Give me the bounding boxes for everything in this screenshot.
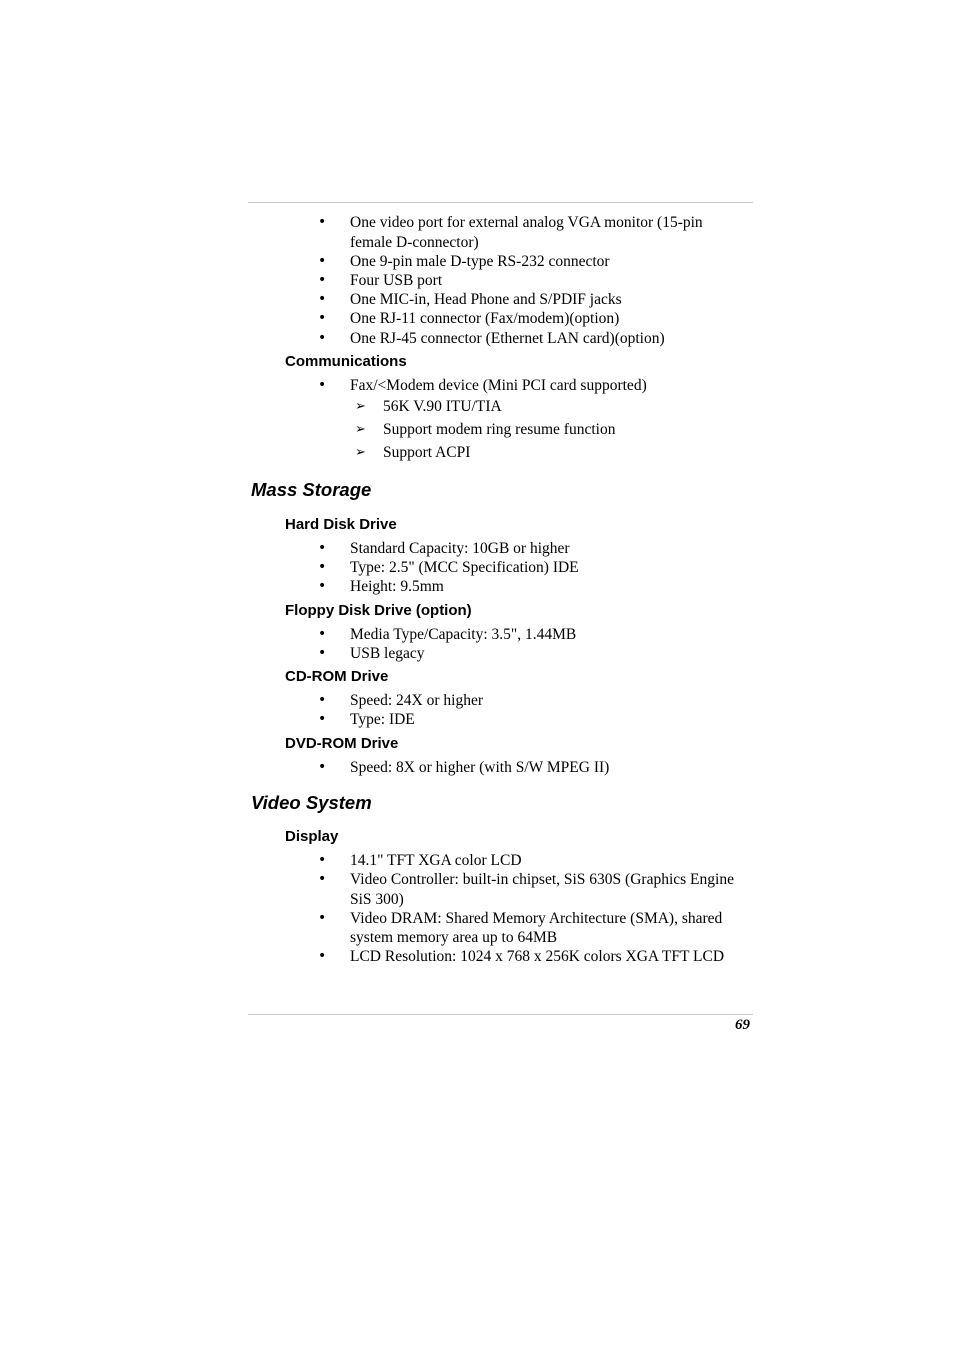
display-heading: Display: [285, 828, 339, 845]
bullet-icon: •: [318, 330, 327, 346]
bullet-icon: •: [318, 948, 327, 964]
list-item: USB legacy: [350, 645, 425, 662]
list-item: One 9-pin male D-type RS-232 connector: [350, 253, 610, 270]
cdrom-heading: CD-ROM Drive: [285, 668, 389, 685]
communications-heading: Communications: [285, 353, 407, 370]
bullet-icon: •: [318, 377, 327, 393]
sub-list-item: Support modem ring resume function: [383, 421, 616, 438]
bullet-icon: •: [318, 626, 327, 642]
list-item: Fax/<Modem device (Mini PCI card supported): [350, 377, 647, 394]
video-system-heading: Video System: [251, 792, 372, 813]
list-item: LCD Resolution: 1024 x 768 x 256K colors XGA TFT LCD: [350, 948, 725, 965]
sub-list-item: Support ACPI: [383, 444, 471, 461]
list-item: One RJ-45 connector (Ethernet LAN card)(option): [350, 330, 665, 347]
list-item: Height: 9.5mm: [350, 578, 444, 595]
list-item-continuation: SiS 300): [350, 891, 404, 908]
list-item: Type: IDE: [350, 711, 415, 728]
mass-storage-heading: Mass Storage: [251, 479, 372, 500]
header-rule: [248, 202, 753, 203]
arrow-bullet-icon: ➢: [355, 399, 366, 414]
list-item: One MIC-in, Head Phone and S/PDIF jacks: [350, 291, 622, 308]
bullet-icon: •: [318, 692, 327, 708]
bullet-icon: •: [318, 214, 327, 230]
list-item: Speed: 8X or higher (with S/W MPEG II): [350, 759, 610, 776]
list-item: Four USB port: [350, 272, 443, 289]
hdd-heading: Hard Disk Drive: [285, 516, 397, 533]
dvdrom-heading: DVD-ROM Drive: [285, 735, 399, 752]
bullet-icon: •: [318, 310, 327, 326]
bullet-icon: •: [318, 711, 327, 727]
bullet-icon: •: [318, 559, 327, 575]
list-item: One RJ-11 connector (Fax/modem)(option): [350, 310, 620, 327]
bullet-icon: •: [318, 253, 327, 269]
bullet-icon: •: [318, 871, 327, 887]
arrow-bullet-icon: ➢: [355, 445, 366, 460]
bullet-icon: •: [318, 272, 327, 288]
list-item: One video port for external analog VGA monitor (15-pin: [350, 214, 703, 231]
list-item: 14.1" TFT XGA color LCD: [350, 852, 522, 869]
bullet-icon: •: [318, 759, 327, 775]
bullet-icon: •: [318, 578, 327, 594]
sub-list-item: 56K V.90 ITU/TIA: [383, 398, 502, 415]
list-item-continuation: system memory area up to 64MB: [350, 929, 558, 946]
list-item: Speed: 24X or higher: [350, 692, 484, 709]
list-item: Video Controller: built-in chipset, SiS 630S (Graphics Engine: [350, 871, 734, 888]
bullet-icon: •: [318, 540, 327, 556]
bullet-icon: •: [318, 291, 327, 307]
fdd-heading: Floppy Disk Drive (option): [285, 602, 472, 619]
list-item: Type: 2.5" (MCC Specification) IDE: [350, 559, 579, 576]
arrow-bullet-icon: ➢: [355, 422, 366, 437]
bullet-icon: •: [318, 645, 327, 661]
list-item-continuation: female D-connector): [350, 234, 479, 251]
bullet-icon: •: [318, 910, 327, 926]
list-item: Media Type/Capacity: 3.5", 1.44MB: [350, 626, 577, 643]
bullet-icon: •: [318, 852, 327, 868]
list-item: Video DRAM: Shared Memory Architecture (SMA), shared: [350, 910, 723, 927]
footer-rule: [248, 1014, 753, 1015]
list-item: Standard Capacity: 10GB or higher: [350, 540, 570, 557]
page-number: 69: [735, 1017, 750, 1033]
